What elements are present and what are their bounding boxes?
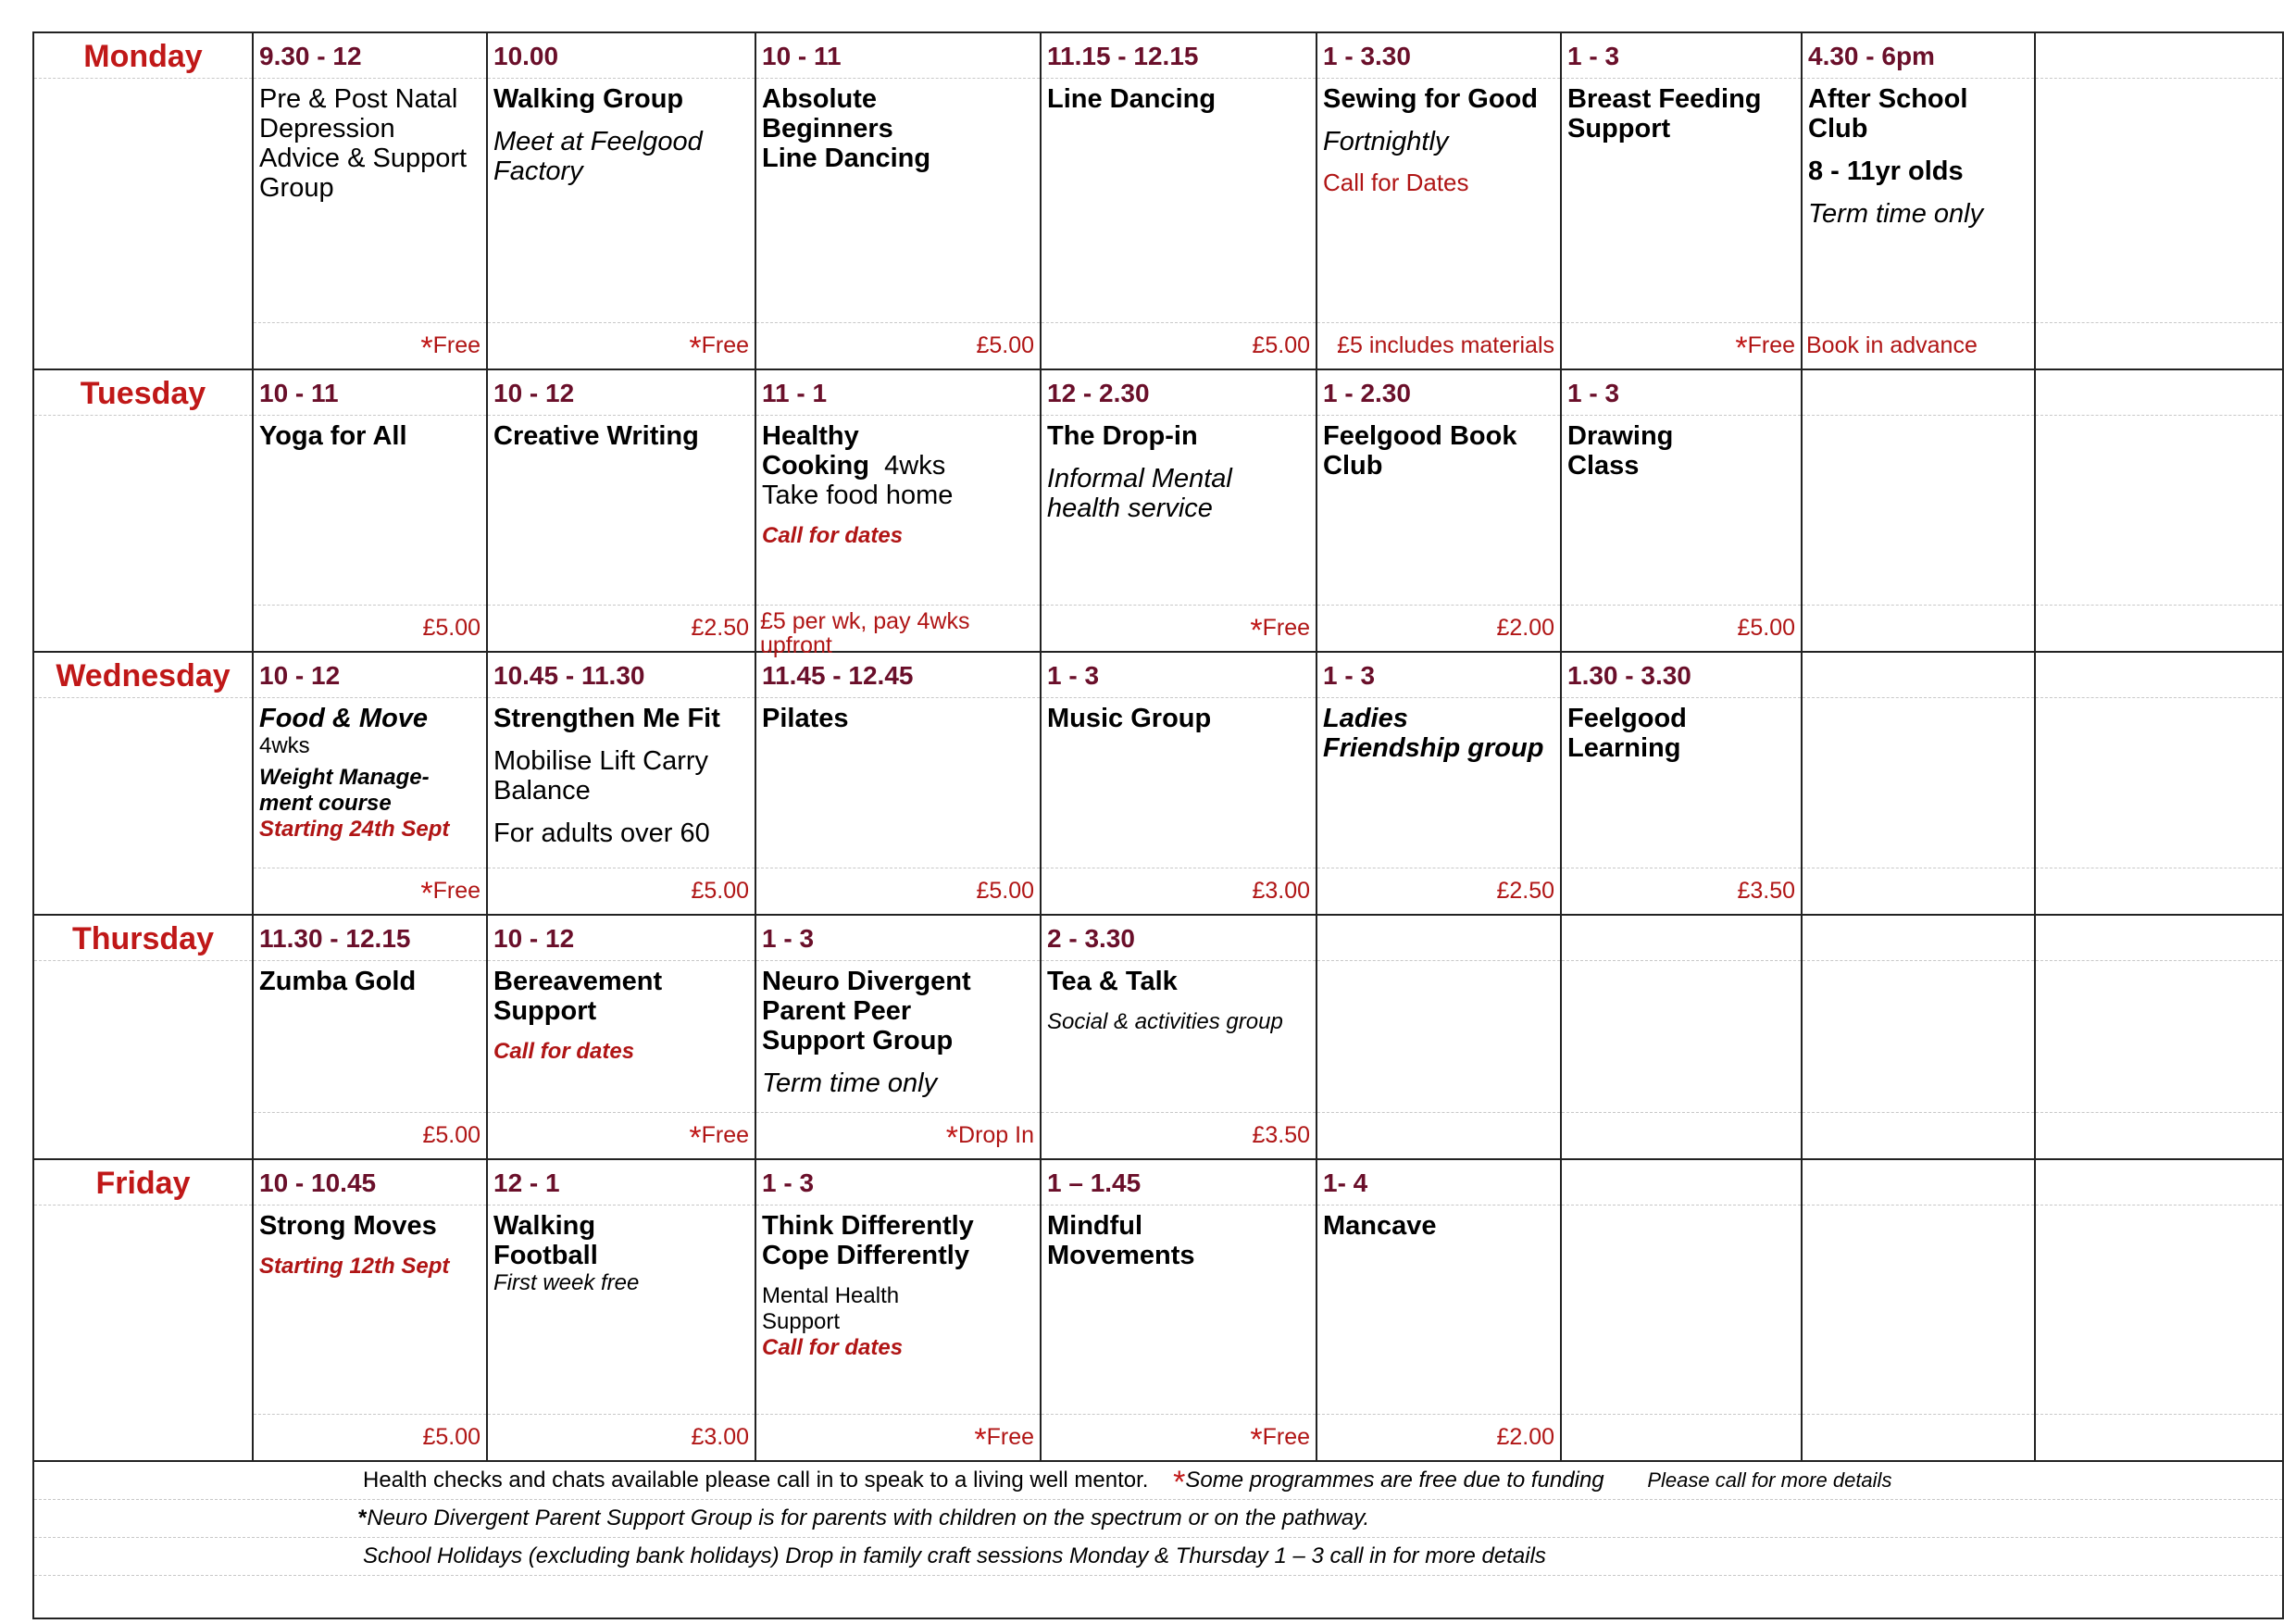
session-price: *Free bbox=[254, 322, 486, 369]
session-cell bbox=[756, 916, 1040, 1158]
session-cell bbox=[254, 1160, 486, 1460]
session-time: 1 - 3 bbox=[1562, 33, 1801, 79]
session-price: £3.50 bbox=[1042, 1112, 1316, 1158]
session-price: £5.00 bbox=[254, 605, 486, 651]
session-cell bbox=[1317, 1160, 1560, 1460]
session-price: £5.00 bbox=[1042, 322, 1316, 369]
session-subtitle: First week free bbox=[493, 1270, 640, 1295]
session-price bbox=[2036, 1112, 2282, 1158]
session-subtitle: Term time only bbox=[762, 1068, 938, 1098]
session-cell bbox=[1042, 33, 1316, 369]
session-price: £3.50 bbox=[1562, 868, 1801, 914]
session-price: £3.00 bbox=[1042, 868, 1316, 914]
session-price: £5 per wk, pay 4wks upfront bbox=[756, 605, 1040, 651]
session-extra: 4wks bbox=[884, 451, 946, 481]
session-price: £5.00 bbox=[756, 322, 1040, 369]
session-text: Group bbox=[259, 173, 334, 203]
session-price bbox=[2036, 868, 2282, 914]
session-title: Healthy bbox=[762, 421, 859, 451]
session-time bbox=[1562, 1160, 1801, 1206]
session-age: 8 - 11yr olds bbox=[1808, 156, 1964, 186]
session-price bbox=[1317, 1112, 1560, 1158]
session-time: 1 - 3 bbox=[756, 1160, 1040, 1206]
session-time: 10.45 - 11.30 bbox=[488, 653, 755, 698]
session-time: 1 - 3.30 bbox=[1317, 33, 1560, 79]
session-text: Depression bbox=[259, 114, 395, 144]
session-text: Mobilise Lift Carry bbox=[493, 746, 709, 776]
session-price bbox=[1803, 868, 2034, 914]
session-time bbox=[1803, 370, 2034, 416]
empty-cell bbox=[2036, 653, 2282, 914]
day-label-monday: Monday bbox=[34, 33, 252, 79]
session-price: £2.50 bbox=[1317, 868, 1560, 914]
row-tuesday bbox=[33, 369, 2283, 652]
session-time: 1 - 3 bbox=[1042, 653, 1316, 698]
session-cell bbox=[488, 370, 755, 651]
session-cell bbox=[756, 1160, 1040, 1460]
session-time bbox=[2036, 916, 2282, 961]
session-title: Walking Group bbox=[493, 84, 684, 114]
footer-line-2 bbox=[34, 1500, 2282, 1538]
session-time: 10 - 12 bbox=[488, 370, 755, 416]
session-time: 10 - 12 bbox=[254, 653, 486, 698]
session-time: 12 - 1 bbox=[488, 1160, 755, 1206]
session-price: *Free bbox=[1042, 1414, 1316, 1460]
session-title: Line Dancing bbox=[762, 144, 931, 173]
session-subtitle: Factory bbox=[493, 156, 583, 186]
session-title: Club bbox=[1808, 114, 1868, 144]
session-subtitle: Social & activities group bbox=[1047, 1009, 1283, 1034]
session-time bbox=[2036, 653, 2282, 698]
session-time bbox=[1803, 916, 2034, 961]
session-price: *Free bbox=[756, 1414, 1040, 1460]
session-price: £2.00 bbox=[1317, 1414, 1560, 1460]
session-title: Class bbox=[1567, 451, 1640, 481]
session-cell bbox=[488, 916, 755, 1158]
session-time: 1 - 2.30 bbox=[1317, 370, 1560, 416]
session-note: Call for Dates bbox=[1323, 169, 1469, 196]
session-price: £2.00 bbox=[1317, 605, 1560, 651]
session-cell bbox=[254, 916, 486, 1158]
session-title: Music Group bbox=[1047, 704, 1212, 733]
footer-row bbox=[33, 1461, 2283, 1618]
session-cell bbox=[1042, 916, 1316, 1158]
session-cell bbox=[254, 653, 486, 914]
row-wednesday bbox=[33, 652, 2283, 915]
session-price: £5.00 bbox=[254, 1414, 486, 1460]
footer-text: Some programmes are free due to funding bbox=[1185, 1468, 1604, 1493]
footer-text: Health checks and chats available please call in to speak to a living well mentor. bbox=[363, 1468, 1149, 1493]
empty-cell bbox=[1803, 653, 2034, 914]
footer-text: Please call for more details bbox=[1647, 1468, 1892, 1492]
session-price: £5.00 bbox=[1562, 605, 1801, 651]
footer-line-3 bbox=[34, 1538, 2282, 1576]
session-cell bbox=[488, 1160, 755, 1460]
empty-cell bbox=[2036, 370, 2282, 651]
session-price: £5.00 bbox=[254, 1112, 486, 1158]
session-price bbox=[1803, 1112, 2034, 1158]
session-cell bbox=[1803, 33, 2034, 369]
footer-text: Neuro Divergent Parent Support Group is for parents with children on the spectrum or on the pathway. bbox=[367, 1505, 1370, 1530]
session-price: £5 includes materials bbox=[1317, 322, 1560, 369]
session-time: 4.30 - 6pm bbox=[1803, 33, 2034, 79]
session-time bbox=[2036, 370, 2282, 416]
session-time bbox=[2036, 1160, 2282, 1206]
session-price: *Free bbox=[1562, 322, 1801, 369]
session-cell bbox=[488, 653, 755, 914]
session-time: 10 - 10.45 bbox=[254, 1160, 486, 1206]
session-time: 11.30 - 12.15 bbox=[254, 916, 486, 961]
session-title: Beginners bbox=[762, 114, 893, 144]
session-cell bbox=[1042, 1160, 1316, 1460]
session-note: Starting 24th Sept bbox=[259, 817, 450, 842]
session-title: Cooking bbox=[762, 451, 869, 481]
session-cell bbox=[756, 653, 1040, 914]
session-text: Support bbox=[762, 1309, 841, 1334]
session-time: 11.15 - 12.15 bbox=[1042, 33, 1316, 79]
session-title: Movements bbox=[1047, 1241, 1195, 1270]
session-title: Support bbox=[493, 996, 597, 1026]
session-title: Mindful bbox=[1047, 1211, 1143, 1241]
session-time: 9.30 - 12 bbox=[254, 33, 486, 79]
session-time: 1 - 3 bbox=[1317, 653, 1560, 698]
day-label-wednesday: Wednesday bbox=[34, 653, 252, 698]
session-cell bbox=[1562, 370, 1801, 651]
session-cell bbox=[1317, 653, 1560, 914]
session-price: £5.00 bbox=[488, 868, 755, 914]
session-cell bbox=[1042, 370, 1316, 651]
session-text: Balance bbox=[493, 776, 591, 806]
session-time: 1 - 3 bbox=[756, 916, 1040, 961]
row-friday bbox=[33, 1159, 2283, 1461]
session-title: Strengthen Me Fit bbox=[493, 704, 720, 733]
session-price bbox=[1803, 605, 2034, 651]
session-time bbox=[2036, 33, 2282, 79]
session-time: 10 - 12 bbox=[488, 916, 755, 961]
session-price: *Free bbox=[254, 868, 486, 914]
session-subtitle: Fortnightly bbox=[1323, 127, 1449, 156]
session-title: Mancave bbox=[1323, 1211, 1437, 1241]
session-text: Take food home bbox=[762, 481, 954, 510]
session-title: Drawing bbox=[1567, 421, 1674, 451]
session-title: Support bbox=[1567, 114, 1671, 144]
session-text: Mental Health bbox=[762, 1283, 900, 1308]
session-time: 12 - 2.30 bbox=[1042, 370, 1316, 416]
footer-text: School Holidays (excluding bank holidays) Drop in family craft sessions Monday & Thursday 1 – 3 call in for more details bbox=[363, 1543, 1546, 1568]
empty-cell bbox=[1803, 370, 2034, 651]
session-title: Zumba Gold bbox=[259, 967, 417, 996]
session-time: 11 - 1 bbox=[756, 370, 1040, 416]
session-title: Club bbox=[1323, 451, 1383, 481]
session-price bbox=[1562, 1414, 1801, 1460]
session-time bbox=[1317, 916, 1560, 961]
session-time: 2 - 3.30 bbox=[1042, 916, 1316, 961]
session-time: 10 - 11 bbox=[254, 370, 486, 416]
row-monday bbox=[33, 32, 2283, 369]
footer-text: * bbox=[358, 1505, 368, 1530]
session-price: Book in advance bbox=[1803, 322, 2034, 369]
empty-cell bbox=[2036, 1160, 2282, 1460]
session-price bbox=[1562, 1112, 1801, 1158]
day-label-friday: Friday bbox=[34, 1160, 252, 1206]
session-time: 10.00 bbox=[488, 33, 755, 79]
session-text: Weight Manage- bbox=[259, 765, 430, 790]
session-subtitle: Informal Mental bbox=[1047, 464, 1232, 493]
session-title: Yoga for All bbox=[259, 421, 407, 451]
session-title: Parent Peer bbox=[762, 996, 912, 1026]
session-text: ment course bbox=[259, 791, 392, 816]
session-title: Absolute bbox=[762, 84, 878, 114]
session-time: 1- 4 bbox=[1317, 1160, 1560, 1206]
session-title: Pilates bbox=[762, 704, 849, 733]
session-price: *Free bbox=[488, 322, 755, 369]
session-title: Sewing for Good bbox=[1323, 84, 1538, 114]
empty-cell bbox=[1317, 916, 1560, 1158]
session-note: Call for dates bbox=[762, 1335, 904, 1360]
session-title: Tea & Talk bbox=[1047, 967, 1178, 996]
session-title: Friendship group bbox=[1323, 733, 1544, 763]
session-note: Call for dates bbox=[493, 1039, 635, 1064]
session-cell bbox=[254, 33, 486, 369]
session-title: Football bbox=[493, 1241, 598, 1270]
session-title: Strong Moves bbox=[259, 1211, 437, 1241]
session-title: Ladies bbox=[1323, 704, 1408, 733]
session-time: 1 - 3 bbox=[1562, 370, 1801, 416]
session-price: £2.50 bbox=[488, 605, 755, 651]
session-subtitle: Term time only bbox=[1808, 199, 1984, 229]
session-time: 11.45 - 12.45 bbox=[756, 653, 1040, 698]
session-cell bbox=[254, 370, 486, 651]
session-title: Creative Writing bbox=[493, 421, 699, 451]
session-subtitle: Meet at Feelgood bbox=[493, 127, 703, 156]
session-note: Call for dates bbox=[762, 523, 904, 548]
session-title: Support Group bbox=[762, 1026, 954, 1056]
session-text: Advice & Support bbox=[259, 144, 468, 173]
empty-cell bbox=[1562, 1160, 1801, 1460]
session-title: The Drop-in bbox=[1047, 421, 1198, 451]
session-time bbox=[1803, 653, 2034, 698]
session-cell bbox=[1562, 33, 1801, 369]
footer-notes bbox=[34, 1462, 2282, 1613]
session-subtitle: health service bbox=[1047, 493, 1213, 523]
session-price: *Drop In bbox=[756, 1112, 1040, 1158]
session-price bbox=[1803, 1414, 2034, 1460]
session-time: 1.30 - 3.30 bbox=[1562, 653, 1801, 698]
session-title: Walking bbox=[493, 1211, 596, 1241]
session-cell bbox=[488, 33, 755, 369]
session-cell bbox=[1042, 653, 1316, 914]
session-price: £3.00 bbox=[488, 1414, 755, 1460]
footer-line-1: Health checks and chats available please call in to speak to a living well mentor. *Some programmes are free due to funding Please call for more details bbox=[34, 1462, 2282, 1500]
session-time: 1 – 1.45 bbox=[1042, 1160, 1316, 1206]
session-title: After School bbox=[1808, 84, 1968, 114]
empty-cell bbox=[2036, 33, 2282, 369]
session-cell bbox=[1562, 653, 1801, 914]
empty-cell bbox=[1803, 916, 2034, 1158]
row-thursday bbox=[33, 915, 2283, 1159]
session-note: Starting 12th Sept bbox=[259, 1254, 450, 1279]
session-cell bbox=[1317, 33, 1560, 369]
session-title: Think Differently bbox=[762, 1211, 974, 1241]
session-text: Pre & Post Natal bbox=[259, 84, 458, 114]
session-cell bbox=[756, 370, 1040, 658]
session-title: Food & Move bbox=[259, 704, 429, 733]
empty-cell bbox=[2036, 916, 2282, 1158]
session-time: 10 - 11 bbox=[756, 33, 1040, 79]
weekly-timetable bbox=[32, 31, 2284, 1619]
day-label-tuesday: Tuesday bbox=[34, 370, 252, 416]
session-title: Learning bbox=[1567, 733, 1681, 763]
session-title: Line Dancing bbox=[1047, 84, 1217, 114]
footer-line-4 bbox=[34, 1576, 2282, 1613]
session-title: Breast Feeding bbox=[1567, 84, 1762, 114]
session-text: For adults over 60 bbox=[493, 818, 710, 848]
session-title: Feelgood Book bbox=[1323, 421, 1517, 451]
day-label-thursday: Thursday bbox=[34, 916, 252, 961]
session-price: £5.00 bbox=[756, 868, 1040, 914]
session-time bbox=[1803, 1160, 2034, 1206]
session-title: Neuro Divergent bbox=[762, 967, 971, 996]
session-title: Cope Differently bbox=[762, 1241, 969, 1270]
empty-cell bbox=[1803, 1160, 2034, 1460]
session-cell bbox=[1317, 370, 1560, 651]
session-title: Feelgood bbox=[1567, 704, 1687, 733]
session-price bbox=[2036, 605, 2282, 651]
session-title: Bereavement bbox=[493, 967, 663, 996]
session-cell bbox=[756, 33, 1040, 369]
empty-cell bbox=[1562, 916, 1801, 1158]
session-price bbox=[2036, 1414, 2282, 1460]
session-price: *Free bbox=[1042, 605, 1316, 651]
session-extra: 4wks bbox=[259, 733, 310, 758]
session-price: *Free bbox=[488, 1112, 755, 1158]
session-time bbox=[1562, 916, 1801, 961]
session-price bbox=[2036, 322, 2282, 369]
